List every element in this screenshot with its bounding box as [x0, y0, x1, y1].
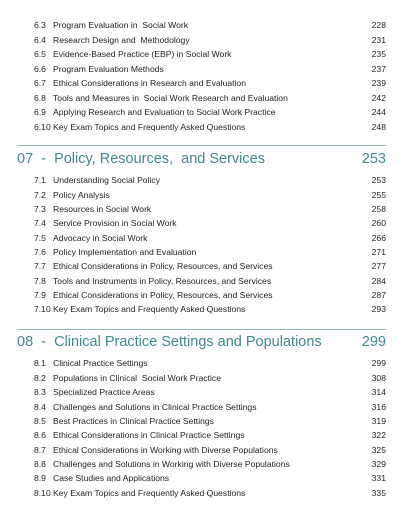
toc-entry[interactable]	[0, 47, 416, 61]
toc-entry[interactable]	[0, 288, 416, 302]
entry-page: 255	[371, 189, 386, 200]
entry-page: 319	[371, 415, 386, 426]
toc-entry[interactable]	[0, 371, 416, 385]
entry-number: 8.1	[34, 358, 46, 368]
entry-page: 293	[371, 304, 386, 314]
entry-number: 6.8	[34, 92, 46, 103]
toc-entry[interactable]	[0, 120, 416, 134]
chapter-page: 253	[361, 151, 386, 167]
entry-page: 329	[371, 458, 386, 469]
entry-title: Applying Research and Evaluation to Social Work Practice	[53, 107, 276, 117]
chapter-title: 08 - Clinical Practice Settings and Populations	[17, 334, 322, 350]
toc-entry[interactable]	[0, 443, 416, 457]
entry-number: 7.1	[34, 175, 46, 185]
toc-entry[interactable]	[0, 414, 416, 428]
chapter-page: 299	[361, 334, 386, 350]
entry-page: 299	[371, 358, 386, 368]
entry-number: 6.3	[34, 20, 46, 30]
toc-entry[interactable]	[0, 428, 416, 442]
entry-number: 6.9	[34, 107, 46, 117]
toc-entry[interactable]	[0, 245, 416, 259]
toc-entry[interactable]	[0, 385, 416, 399]
entry-title: Ethical Considerations in Working with Diverse Populations	[53, 444, 278, 455]
entry-number: 8.7	[34, 444, 46, 455]
entry-title: Clinical Practice Settings	[53, 358, 148, 368]
toc-entry[interactable]	[0, 76, 416, 90]
toc-entry[interactable]	[0, 274, 416, 288]
toc-entry[interactable]	[0, 471, 416, 485]
entry-title: Evidence-Based Practice (EBP) in Social Work	[53, 49, 232, 59]
entry-page: 308	[371, 372, 386, 383]
entry-number: 8.5	[34, 415, 46, 426]
entry-number: 7.7	[34, 261, 46, 271]
entry-number: 7.9	[34, 289, 46, 300]
entry-title: Policy Implementation and Evaluation	[53, 246, 197, 257]
chapter-title: 07 - Policy, Resources, and Services	[17, 151, 265, 167]
entry-number: 8.2	[34, 372, 46, 383]
entry-page: 271	[371, 246, 386, 257]
entry-title: Advocacy in Social Work	[53, 232, 148, 243]
entry-page: 325	[371, 444, 386, 455]
entry-title: Research Design and Methodology	[53, 34, 190, 45]
entry-title: Ethical Considerations in Clinical Practice Settings	[53, 430, 245, 440]
entry-page: 228	[371, 20, 386, 30]
entry-number: 8.6	[34, 430, 46, 440]
entry-page: 331	[371, 473, 386, 483]
entry-title: Program Evaluation in Social Work	[53, 20, 189, 30]
toc-entry[interactable]	[0, 188, 416, 202]
entry-number: 8.10	[34, 487, 51, 498]
entry-page: 258	[371, 203, 386, 214]
entry-number: 6.6	[34, 63, 46, 74]
entry-title: Challenges and Solutions in Working with Diverse Populations	[53, 458, 290, 469]
entry-number: 7.3	[34, 203, 46, 214]
entry-title: Challenges and Solutions in Clinical Practice Settings	[53, 401, 257, 412]
entry-page: 277	[371, 261, 386, 271]
entry-title: Key Exam Topics and Frequently Asked Questions	[53, 121, 246, 132]
entry-page: 253	[371, 175, 386, 185]
entry-number: 8.4	[34, 401, 46, 412]
entry-title: Program Evaluation Methods	[53, 63, 164, 74]
toc-entry[interactable]	[0, 202, 416, 216]
entry-title: Tools and Instruments in Policy, Resources, and Services	[53, 275, 272, 286]
toc-entry[interactable]	[0, 457, 416, 471]
entry-title: Populations in Clinical Social Work Practice	[53, 372, 221, 383]
entry-page: 244	[371, 107, 386, 117]
entry-page: 260	[371, 218, 386, 228]
entry-number: 8.3	[34, 387, 46, 397]
entry-title: Policy Analysis	[53, 189, 110, 200]
entry-page: 314	[371, 387, 386, 397]
entry-title: Specialized Practice Areas	[53, 387, 155, 397]
entry-number: 6.5	[34, 49, 46, 59]
entry-title: Resources in Social Work	[53, 203, 152, 214]
entry-title: Key Exam Topics and Frequently Asked Questions	[53, 304, 246, 314]
toc-entry[interactable]	[0, 173, 416, 187]
entry-number: 6.7	[34, 78, 46, 88]
entry-number: 7.6	[34, 246, 46, 257]
entry-page: 242	[371, 92, 386, 103]
toc-entry[interactable]	[0, 259, 416, 273]
toc-entry[interactable]	[0, 231, 416, 245]
toc-entry[interactable]	[0, 302, 416, 316]
entry-number: 7.4	[34, 218, 46, 228]
entry-number: 7.5	[34, 232, 46, 243]
entry-number: 8.8	[34, 458, 46, 469]
entry-number: 6.4	[34, 34, 46, 45]
entry-page: 239	[371, 78, 386, 88]
entry-page: 287	[371, 289, 386, 300]
entry-title: Case Studies and Applications	[53, 473, 170, 483]
entry-page: 231	[371, 34, 386, 45]
chapter-heading[interactable]	[0, 145, 416, 173]
entry-number: 7.8	[34, 275, 46, 286]
entry-number: 6.10	[34, 121, 51, 132]
entry-page: 266	[371, 232, 386, 243]
toc-entry[interactable]	[0, 33, 416, 47]
toc-entry[interactable]	[0, 400, 416, 414]
toc-entry[interactable]	[0, 18, 416, 32]
entry-title: Key Exam Topics and Frequently Asked Questions	[53, 487, 246, 498]
entry-number: 7.10	[34, 304, 51, 314]
entry-page: 335	[371, 487, 386, 498]
entry-title: Best Practices in Clinical Practice Settings	[53, 415, 214, 426]
entry-number: 7.2	[34, 189, 46, 200]
entry-page: 316	[371, 401, 386, 412]
entry-title: Understanding Social Policy	[53, 175, 161, 185]
entry-title: Ethical Considerations in Policy, Resources, and Services	[53, 289, 273, 300]
entry-title: Ethical Considerations in Research and Evaluation	[53, 78, 246, 88]
entry-title: Service Provision in Social Work	[53, 218, 177, 228]
entry-page: 235	[371, 49, 386, 59]
toc-entry[interactable]	[0, 62, 416, 76]
toc-entry[interactable]	[0, 216, 416, 230]
toc-entry[interactable]	[0, 91, 416, 105]
entry-page: 284	[371, 275, 386, 286]
toc-entry[interactable]	[0, 486, 416, 500]
toc-entry[interactable]	[0, 105, 416, 119]
entry-page: 237	[371, 63, 386, 74]
entry-page: 322	[371, 430, 386, 440]
entry-title: Tools and Measures in Social Work Research and Evaluation	[53, 92, 288, 103]
toc-entry[interactable]	[0, 356, 416, 370]
entry-title: Ethical Considerations in Policy, Resources, and Services	[53, 261, 273, 271]
entry-page: 248	[371, 121, 386, 132]
entry-number: 8.9	[34, 473, 46, 483]
chapter-heading[interactable]	[0, 328, 416, 356]
